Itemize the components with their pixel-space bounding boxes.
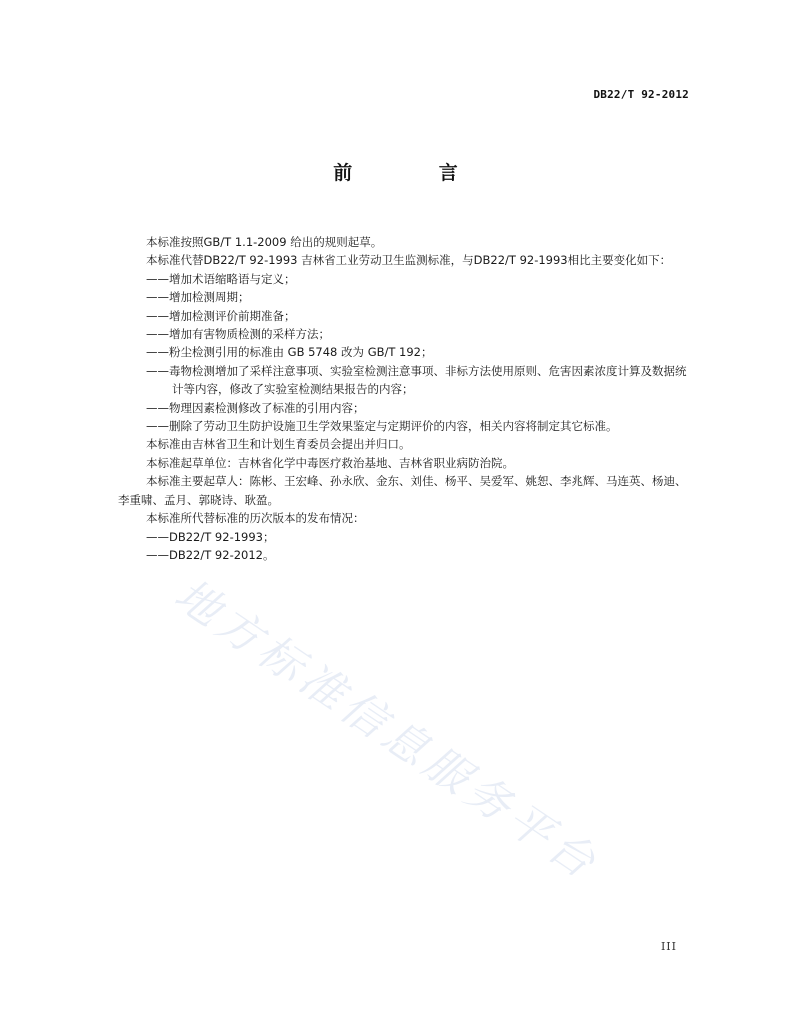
paragraph-drafting-units: 本标准起草单位：吉林省化学中毒医疗救治基地、吉林省职业病防治院。 (146, 455, 514, 470)
list-item: ——删除了劳动卫生防护设施卫生学效果鉴定与定期评价的内容，相关内容将制定其它标准。 (146, 419, 618, 434)
list-item: ——增加术语缩略语与定义； (146, 271, 296, 286)
paragraph-drafting-rules: 本标准按照GB/T 1.1-2009 给出的规则起草。 (146, 235, 383, 249)
list-item: ——DB22/T 92-2012。 (146, 547, 275, 562)
document-code: DB22/T 92-2012 (593, 88, 689, 101)
list-item: ——增加检测周期； (146, 290, 250, 305)
document-body (118, 233, 690, 564)
list-item: ——毒物检测增加了采样注意事项、实验室检测注意事项、非标方法使用原则、危害因素浓度计算及数据统计等内容，修改了实验室检测结果报告的内容； (146, 363, 687, 397)
list-item: ——粉尘检测引用的标准由 GB 5748 改为 GB/T 192； (146, 345, 433, 360)
paragraph-replacement: 本标准代替DB22/T 92-1993 吉林省工业劳动卫生监测标准，与DB22/T 92-1993相比主要变化如下： (146, 253, 672, 268)
list-item: ——物理因素检测修改了标准的引用内容； (146, 400, 365, 415)
paragraph-drafters: 本标准主要起草人：陈彬、王宏峰、孙永欣、金东、刘佳、杨平、吴爱军、姚恕、李兆辉、马连英、杨迪、李重啸、孟月、郭晓诗、耿盈。 (118, 474, 687, 507)
page-number: III (660, 940, 677, 953)
versions-list (118, 528, 690, 565)
list-item: ——增加有害物质检测的采样方法； (146, 327, 330, 342)
page-title: 前 言 (333, 162, 498, 184)
paragraph-version-history: 本标准所代替标准的历次版本的发布情况： (146, 511, 365, 526)
list-item: ——DB22/T 92-1993； (146, 529, 275, 544)
changes-list (118, 270, 690, 436)
paragraph-proposer: 本标准由吉林省卫生和计划生育委员会提出并归口。 (146, 437, 411, 452)
list-item: ——增加检测评价前期准备； (146, 308, 296, 323)
watermark: 地方标准信息服务平台 (165, 569, 609, 891)
